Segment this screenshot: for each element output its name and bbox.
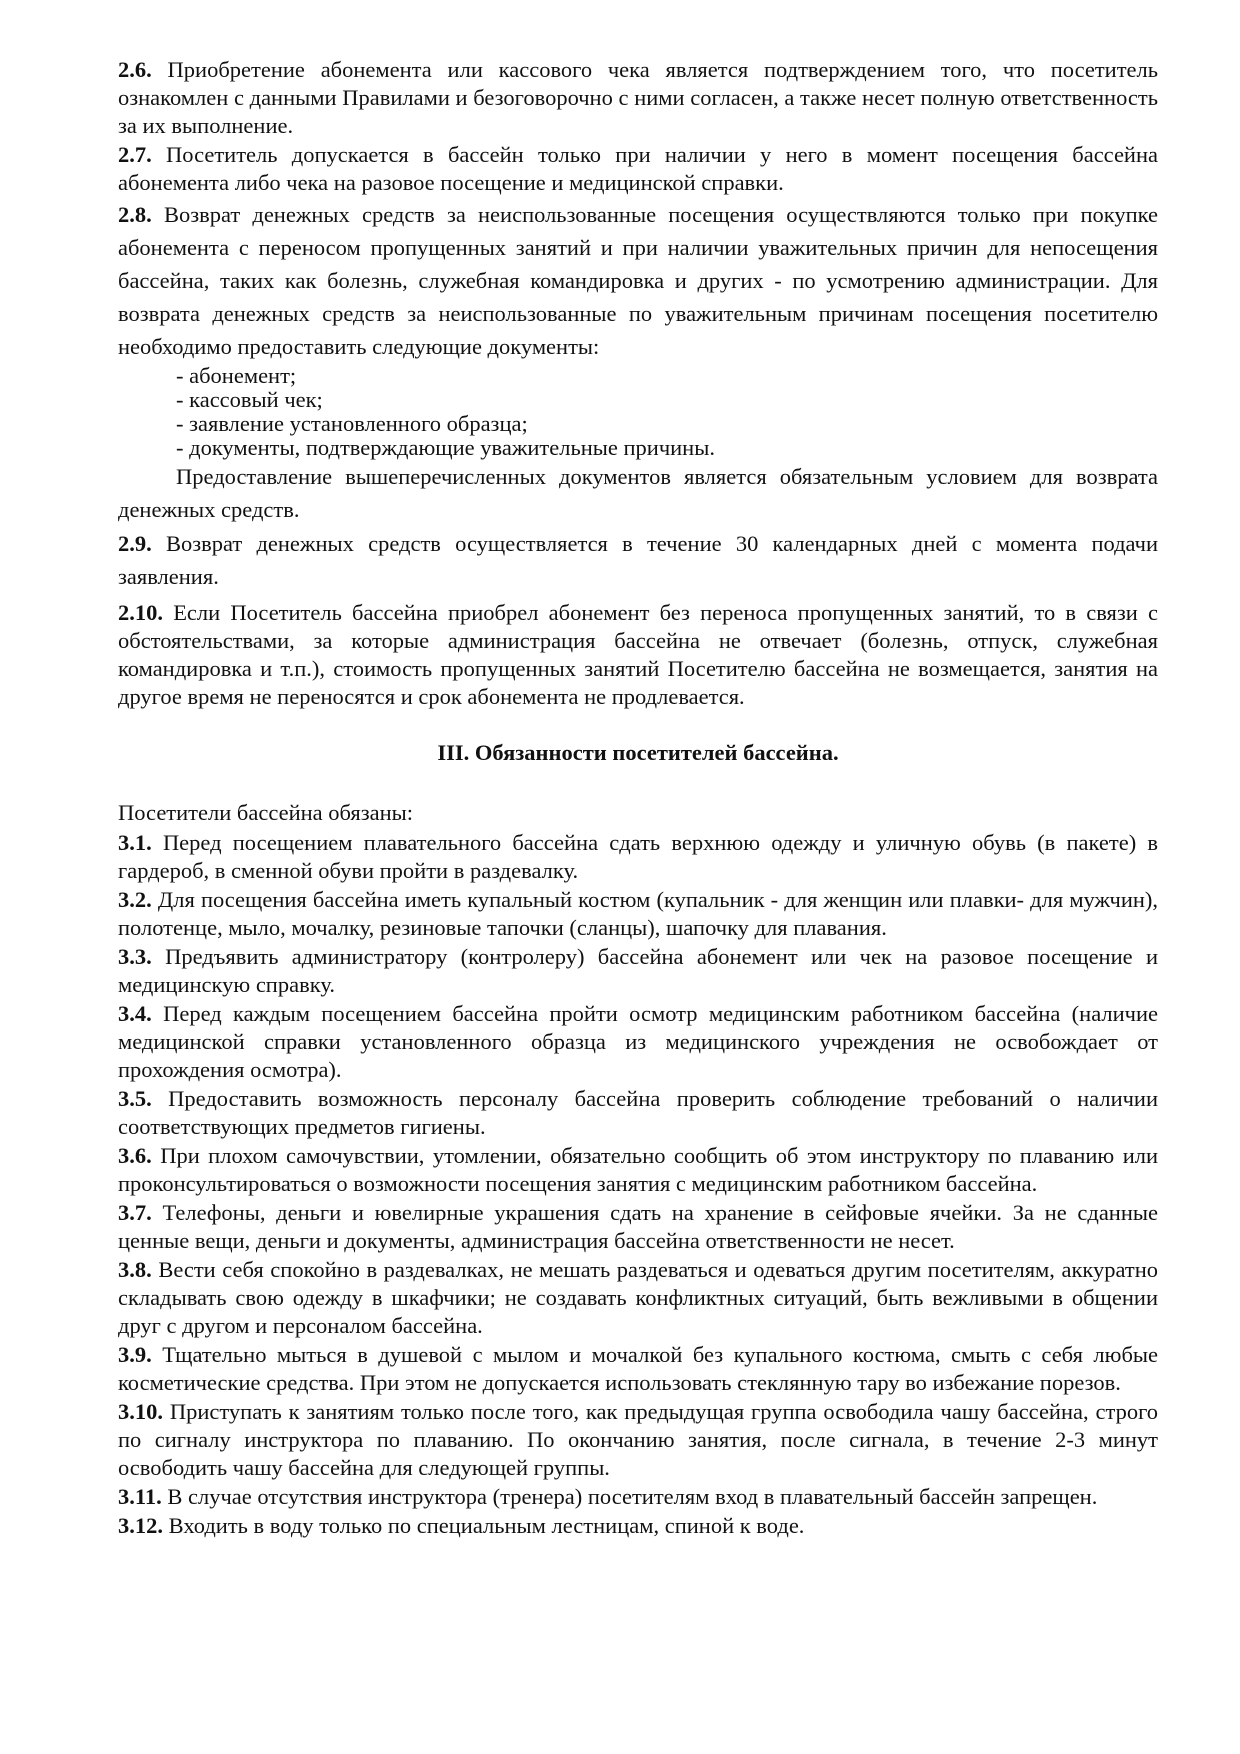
clause-text: Тщательно мыться в душевой с мылом и мочалкой без купального костюма, смыть с себя любые косметические средства. При этом не допускается использовать стеклянную тару во избежание порезов.: [118, 1342, 1158, 1395]
clause-number: 3.7.: [118, 1200, 152, 1225]
clause-text: Приступать к занятиям только после того, как предыдущая группа освободила чашу бассейна, строго по сигналу инструктора по плаванию. По окончанию занятия, после сигнала, в течение 2-3 минут освободить чашу бассейна для следующей группы.: [118, 1399, 1158, 1480]
clause-2-8: [118, 198, 1158, 363]
clause-3-9: [118, 1341, 1158, 1397]
clause-number: 2.10.: [118, 600, 163, 625]
list-item: - заявление установленного образца;: [176, 411, 528, 436]
clause-text: Вести себя спокойно в раздевалках, не мешать раздеваться и одеваться другим посетителям, аккуратно складывать свою одежду в шкафчики; не создавать конфликтных ситуаций, быть вежливыми в общении друг с другом и персоналом бассейна.: [118, 1257, 1159, 1338]
clause-3-7: [118, 1199, 1158, 1255]
clause-2-7: [118, 141, 1158, 197]
clause-number: 3.8.: [118, 1257, 152, 1282]
clause-number: 3.3.: [118, 944, 152, 969]
clause-3-1: [118, 829, 1158, 885]
clause-3-11: [118, 1483, 1158, 1511]
clause-2-10: [118, 599, 1158, 711]
clause-3-4: [118, 1000, 1158, 1084]
clause-text: Возврат денежных средств за неиспользованные посещения осуществляются только при покупке абонемента с переносом пропущенных занятий и при наличии уважительных причин для непосещения бассейна, таких как болезнь, служебная командировка и других - по усмотрению администрации. Для возврата денежных средств за неиспользованные по уважительным причинам посещения посетителю необходимо предоставить следующие документы:: [118, 202, 1158, 359]
clause-text: При плохом самочувствии, утомлении, обязательно сообщить об этом инструктору по плаванию или проконсультироваться о возможности посещения занятия с медицинским работником бассейна.: [118, 1143, 1158, 1196]
clause-number: 3.5.: [118, 1086, 152, 1111]
clause-number: 3.6.: [118, 1143, 152, 1168]
clause-3-3: [118, 943, 1158, 999]
clause-3-12: [118, 1512, 1158, 1540]
clause-text: Перед посещением плавательного бассейна сдать верхнюю одежду и уличную обувь (в пакете) в гардероб, в сменной обуви пройти в раздевалку.: [118, 830, 1158, 883]
documents-list: [118, 364, 1158, 460]
clause-text: Если Посетитель бассейна приобрел абонемент без переноса пропущенных занятий, то в связи с обстоятельствами, за которые администрация бассейна не отвечает (болезнь, отпуск, служебная командировка и т.п.), стоимость пропущенных занятий Посетителю бассейна не возмещается, занятия на другое время не переносятся и срок абонемента не продлевается.: [118, 600, 1158, 709]
clause-3-6: [118, 1142, 1158, 1198]
documents-note: Предоставление вышеперечисленных документов является обязательным условием для возврата денежных средств.: [118, 464, 1158, 522]
clause-text: Перед каждым посещением бассейна пройти осмотр медицинским работником бассейна (наличие медицинской справки установленного образца из медицинского учреждения не освобождает от прохождения осмотра).: [118, 1001, 1159, 1082]
clause-number: 2.9.: [118, 531, 152, 556]
clause-3-5: [118, 1085, 1158, 1141]
clause-text: Предоставить возможность персоналу бассейна проверить соблюдение требований о наличии соответствующих предметов гигиены.: [118, 1086, 1159, 1139]
clause-number: 3.10.: [118, 1399, 163, 1424]
clause-number: 3.2.: [118, 887, 152, 912]
clause-text: Для посещения бассейна иметь купальный костюм (купальник - для женщин или плавки- для мужчин), полотенце, мыло, мочалку, резиновые тапочки (сланцы), шапочку для плавания.: [118, 887, 1159, 940]
document-page: [118, 56, 1158, 1541]
clause-text: Предъявить администратору (контролеру) бассейна абонемент или чек на разовое посещение и медицинскую справку.: [118, 944, 1159, 997]
section-heading: III. Обязанности посетителей бассейна.: [437, 740, 839, 765]
clause-number: 3.1.: [118, 830, 152, 855]
clause-text: В случае отсутствия инструктора (тренера) посетителям вход в плавательный бассейн запрещен.: [167, 1484, 1098, 1509]
clause-number: 3.9.: [118, 1342, 152, 1367]
clause-3-2: [118, 886, 1158, 942]
clause-text: Приобретение абонемента или кассового чека является подтверждением того, что посетитель ознакомлен с данными Правилами и безоговорочно с ними согласен, а также несет полную ответственность за их выполнение.: [118, 57, 1159, 138]
clause-text: Телефоны, деньги и ювелирные украшения сдать на хранение в сейфовые ячейки. За не сданные ценные вещи, деньги и документы, администрация бассейна ответственности не несет.: [118, 1200, 1158, 1253]
clause-text: Входить в воду только по специальным лестницам, спиной к воде.: [168, 1513, 805, 1538]
clause-2-6: [118, 56, 1158, 140]
clause-3-10: [118, 1398, 1158, 1482]
section-intro: Посетители бассейна обязаны:: [118, 800, 414, 825]
list-item: - документы, подтверждающие уважительные причины.: [176, 435, 715, 460]
clause-2-9: [118, 527, 1158, 593]
clause-text: Возврат денежных средств осуществляется в течение 30 календарных дней с момента подачи заявления.: [118, 531, 1159, 589]
list-item: - абонемент;: [176, 363, 297, 388]
clause-3-8: [118, 1256, 1158, 1340]
clause-number: 3.11.: [118, 1484, 162, 1509]
list-item: - кассовый чек;: [176, 387, 323, 412]
clause-number: 3.4.: [118, 1001, 152, 1026]
clause-text: Посетитель допускается в бассейн только при наличии у него в момент посещения бассейна абонемента либо чека на разовое посещение и медицинской справки.: [118, 142, 1158, 195]
clause-number: 2.8.: [118, 202, 152, 227]
clause-number: 2.7.: [118, 142, 152, 167]
clause-number: 2.6.: [118, 57, 152, 82]
clause-number: 3.12.: [118, 1513, 163, 1538]
